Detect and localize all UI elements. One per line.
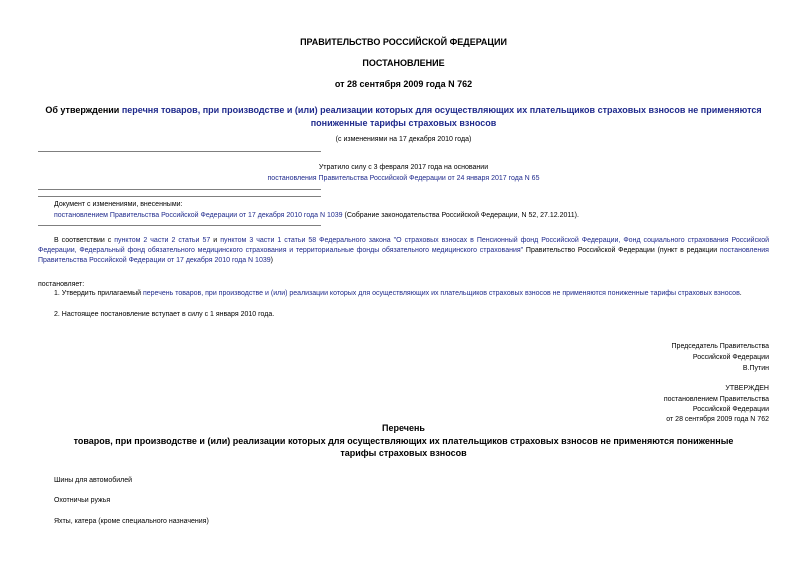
preamble-text: и <box>210 237 221 244</box>
approved-date-number: от 28 сентября 2009 года N 762 <box>666 416 769 423</box>
title-prefix: Об утверждении <box>45 105 122 115</box>
list-item: Яхты, катера (кроме специального назначения) <box>54 518 209 525</box>
list-item: Шины для автомобилей <box>54 477 133 484</box>
preamble-text: В соответствии с <box>54 237 115 244</box>
law-article-58-link[interactable]: пунктом 3 части 1 статьи 58 Федерального закона "О страховых взносах в Пенсионный фонд Российской Федерации, Фонд социального страхования Российской Федерации, Федеральный фонд обязательного медицинского страхования и территориальные фонды обязательного медицинского страхования" <box>38 237 770 254</box>
item-1-text: 1. Утвердить прилагаемый <box>54 290 143 297</box>
list-subtitle: товаров, при производстве и (или) реализации которых для осуществляющих их плательщиков страховых взносов не применяются пониженные тарифы страховых взносов <box>73 436 734 458</box>
divider <box>38 196 321 197</box>
list-item: Охотничьи ружья <box>54 497 111 504</box>
amendment-link[interactable]: постановлением Правительства Российской Федерации от 17 декабря 2010 года N 1039 <box>54 212 343 219</box>
signature-position: Председатель Правительства <box>671 343 769 350</box>
expired-notice: Утратило силу с 3 февраля 2017 года на основании <box>318 164 489 171</box>
header-date-number: от 28 сентября 2009 года N 762 <box>334 79 473 89</box>
approved-by: постановлением Правительства <box>663 396 769 403</box>
signature-country: Российской Федерации <box>692 354 769 361</box>
amendments-line <box>54 211 774 221</box>
amendment-source: (Собрание законодательства Российской Федерации, N 52, 27.12.2011). <box>342 212 579 219</box>
preamble-paragraph <box>38 236 769 266</box>
header-org: ПРАВИТЕЛЬСТВО РОССИЙСКОЙ ФЕДЕРАЦИИ <box>300 37 507 47</box>
preamble-text: ) <box>270 257 273 264</box>
item-1-text: . <box>739 290 742 297</box>
divider <box>38 151 321 152</box>
approved-label: УТВЕРЖДЕН <box>725 385 769 392</box>
title-list-link[interactable]: перечня товаров, при производстве и (или) реализации которых для осуществляющих их плательщиков страховых взносов не применяются пониженные тарифы страховых взносов <box>121 105 762 128</box>
resolves-text: постановляет: <box>38 281 85 288</box>
signature-name: В.Путин <box>742 365 769 372</box>
preamble-text: Правительство Российской Федерации (пункт в редакции <box>523 247 720 254</box>
header-doc-type: ПОСТАНОВЛЕНИЕ <box>362 58 445 68</box>
law-article-57-link[interactable]: пунктом 2 части 2 статьи 57 <box>114 237 211 244</box>
document-title <box>45 104 762 130</box>
item-1 <box>54 289 774 299</box>
approved-country: Российской Федерации <box>692 406 769 413</box>
divider <box>38 225 321 226</box>
resolution-1039-link[interactable]: постановления Правительства Российской Федерации от 17 декабря 2010 года N 1039 <box>38 247 769 264</box>
item-2: 2. Настоящее постановление вступает в силу с 1 января 2010 года. <box>54 311 275 318</box>
item-1-list-link[interactable]: перечень товаров, при производстве и (или) реализации которых для осуществляющих их плательщиков страховых взносов не применяются пониженные тарифы страховых взносов <box>142 290 740 297</box>
amendments-label: Документ с изменениями, внесенными: <box>54 201 183 208</box>
divider <box>38 189 321 190</box>
expired-link[interactable]: постановления Правительства Российской Федерации от 24 января 2017 года N 65 <box>267 175 540 182</box>
changes-note: (с изменениями на 17 декабря 2010 года) <box>335 136 472 143</box>
list-heading: Перечень <box>382 423 425 433</box>
